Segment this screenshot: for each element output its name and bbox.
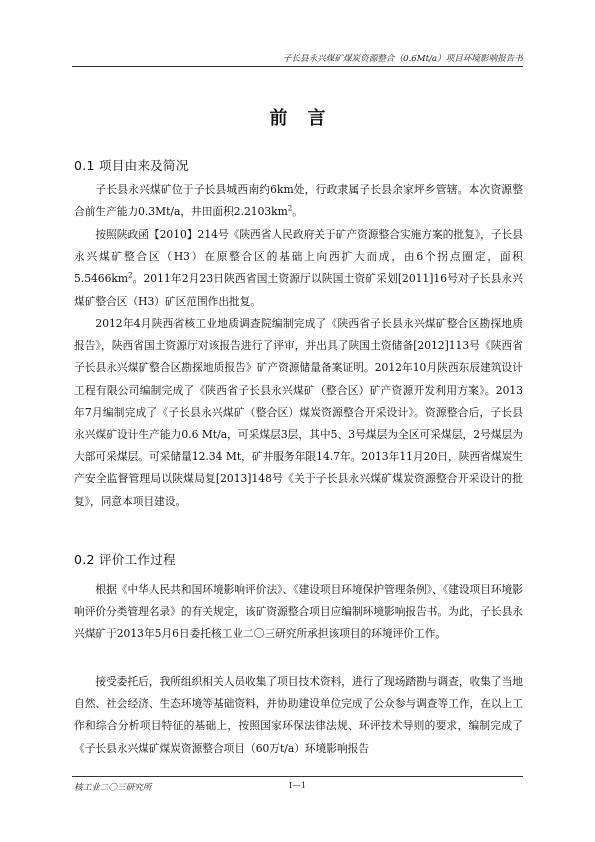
paragraph-2 [74,224,523,313]
superscript-km2: 2 [128,271,133,280]
footer-institute: 核工业二〇三研究所 [74,783,152,793]
paragraph-1-end: 。 [292,205,303,219]
paragraph-2-text: 按照陕政函【2010】214号《陕西省人民政府关于矿产资源整合实施方案的批复》，子长县永兴煤矿整合区（H3）在原整合区的基础上向西扩大而成，由6个拐点圈定，面积5.5466km [74,228,523,286]
section-heading-0-2: 0.2 评价工作过程 [74,552,176,567]
page-number: I—1 [288,781,307,791]
page-title: 前言 [269,108,346,129]
paragraph-3: 2012年4月陕西省核工业地质调查院编制完成了《陕西省子长县永兴煤矿整合区勘探地质报告》，陕西省国土资源厅对该报告进行了评审，并出具了陕国土资储备[2012]113号《陕西省子长县永兴煤矿整合区勘探地质报告》矿产资源储量备案证明。2012年10月陕西东辰建筑设计工程有限公司编制完成了《陕西省子长县永兴煤矿（整合区）矿产资源开发利用方案》。2013年7月编制完成了《子长县永兴煤矿（整合区）煤炭资源整合开采设计》。资源整合后，子长县永兴煤矿设计生产能力0.6 Mt/a，可采煤层3层，其中5、3号煤层为全区可采煤层，2号煤层为大部可采煤层。可采储量12.34 Mt，矿井服务年限14.7年。2013年11月20日，陕西省煤炭生产安全监督管理局以陕煤局复[2013]148号《关于子长县永兴煤矿煤炭资源整合开采设计的批复》，同意本项目建设。 [74,317,523,508]
paragraph-4: 根据《中华人民共和国环境影响评价法》、《建设项目环境保护管理条例》、《建设项目环境影响评价分类管理名录》的有关规定，该矿资源整合项目应编制环境影响报告书。为此，子长县永兴煤矿于2013年5月6日委托核工业二〇三研究所承担该项目的环境评价工作。 [74,583,523,641]
paragraph-2-end: 。2011年2月23日陕西省国土资源厅以陕国土资矿采划[2011]16号对子长县永兴煤矿整合区（H3）矿区范围作出批复。 [74,272,523,308]
running-header [72,52,523,67]
paragraph-5: 接受委托后，我所组织相关人员收集了项目技术资料，进行了现场踏勘与调查，收集了当地自然、社会经济、生态环境等基础资料，并协助建设单位完成了公众参与调查等工作，在以上工作和综合分析项目特征的基础上，按照国家环保法律法规、环评技术导则的要求，编制完成了《子长县永兴煤矿煤炭资源整合项目（60万t/a）环境影响报告 [74,675,523,755]
superscript-km2: 2 [287,204,293,213]
page-footer [72,776,523,793]
paragraph-1 [74,179,523,223]
running-header-title: 子长县永兴煤矿煤炭资源整合（0.6Mt/a）项目环境影响报告书 [282,54,523,64]
paragraph-1-text: 子长县永兴煤矿位于子长县城西南约6km处，行政隶属子长县余家坪乡管辖。本次资源整合前生产能力0.3Mt/a，井田面积2.2103km [74,183,523,219]
section-heading-0-1: 0.1 项目由来及简况 [74,158,189,173]
